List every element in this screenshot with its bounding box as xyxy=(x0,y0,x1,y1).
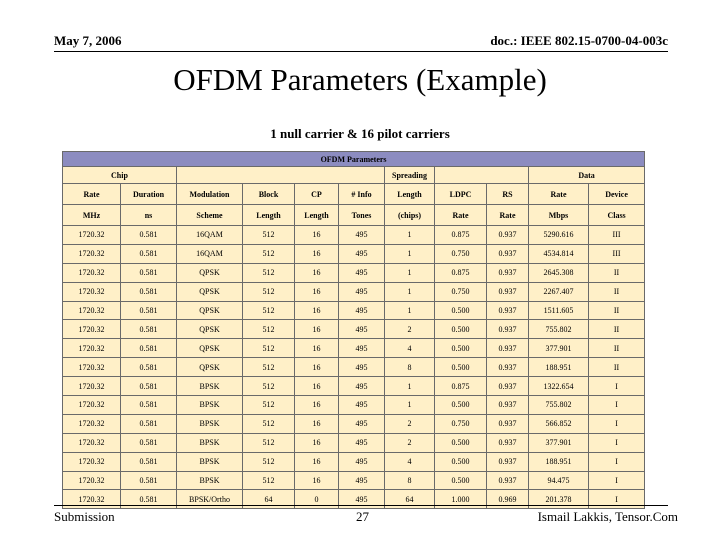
page-title: OFDM Parameters (Example) xyxy=(173,62,547,97)
table-cell: I xyxy=(589,396,645,415)
table-row xyxy=(63,339,645,358)
table-cell: 64 xyxy=(243,490,295,509)
table-cell: QPSK xyxy=(177,282,243,301)
table-cell: 16 xyxy=(295,320,339,339)
table-cell: I xyxy=(589,471,645,490)
table-cell: 0.500 xyxy=(435,433,487,452)
table-cell: 16 xyxy=(295,433,339,452)
table-cell: 0.581 xyxy=(121,301,177,320)
table-cell: 0.581 xyxy=(121,433,177,452)
table-cell: 0.937 xyxy=(487,433,529,452)
table-cell: 495 xyxy=(339,377,385,396)
table-cell: 495 xyxy=(339,490,385,509)
table-cell: 377.901 xyxy=(529,339,589,358)
column-header: Class xyxy=(589,205,645,226)
table-cell: 1720.32 xyxy=(63,358,121,377)
group-header-cell: Chip xyxy=(63,167,177,184)
table-cell: 0.969 xyxy=(487,490,529,509)
table-cell: 512 xyxy=(243,301,295,320)
table-cell: 16 xyxy=(295,358,339,377)
table-cell: 16 xyxy=(295,301,339,320)
table-cell: 755.802 xyxy=(529,396,589,415)
table-cell: 495 xyxy=(339,396,385,415)
table-row xyxy=(63,244,645,263)
column-header: Scheme xyxy=(177,205,243,226)
table-row xyxy=(63,414,645,433)
table-cell: 1720.32 xyxy=(63,396,121,415)
table-cell: 755.802 xyxy=(529,320,589,339)
column-header: Duration xyxy=(121,184,177,205)
table-cell: 512 xyxy=(243,433,295,452)
table-cell: 0.581 xyxy=(121,320,177,339)
table-cell: 512 xyxy=(243,452,295,471)
table-cell: 1720.32 xyxy=(63,471,121,490)
footer-page-number: 27 xyxy=(356,509,369,524)
table-header-row xyxy=(63,184,645,205)
table-cell: 495 xyxy=(339,358,385,377)
table-cell: 0.875 xyxy=(435,377,487,396)
table-cell: I xyxy=(589,414,645,433)
table-cell: 0.581 xyxy=(121,282,177,301)
table-cell: I xyxy=(589,490,645,509)
table-cell: II xyxy=(589,320,645,339)
table-cell: 1720.32 xyxy=(63,414,121,433)
column-header: Rate xyxy=(63,184,121,205)
table-cell: 0.581 xyxy=(121,414,177,433)
table-cell: 16 xyxy=(295,452,339,471)
table-cell: 1720.32 xyxy=(63,377,121,396)
table-cell: QPSK xyxy=(177,301,243,320)
table-cell: III xyxy=(589,244,645,263)
table-cell: 1720.32 xyxy=(63,282,121,301)
table-cell: 495 xyxy=(339,433,385,452)
group-header-cell xyxy=(435,167,529,184)
table-cell: 1720.32 xyxy=(63,339,121,358)
footer-author: Ismail Lakkis, Tensor.Com xyxy=(537,509,678,524)
table-cell: 0.937 xyxy=(487,339,529,358)
table-cell: BPSK xyxy=(177,414,243,433)
table-cell: 512 xyxy=(243,282,295,301)
table-cell: 0.937 xyxy=(487,396,529,415)
table-cell: 16 xyxy=(295,396,339,415)
table-cell: 0.937 xyxy=(487,358,529,377)
table-row xyxy=(63,226,645,245)
column-header: Rate xyxy=(435,205,487,226)
table-cell: II xyxy=(589,339,645,358)
table-cell: 0.581 xyxy=(121,452,177,471)
table-cell: 0.937 xyxy=(487,377,529,396)
table-cell: 0.581 xyxy=(121,244,177,263)
table-body xyxy=(63,152,645,509)
table-row xyxy=(63,377,645,396)
table-cell: 0.581 xyxy=(121,377,177,396)
table-cell: 0.500 xyxy=(435,301,487,320)
table-cell: 512 xyxy=(243,263,295,282)
column-header: Block xyxy=(243,184,295,205)
ofdm-parameters-table-container xyxy=(62,151,644,509)
table-cell: 0.581 xyxy=(121,226,177,245)
table-caption-row xyxy=(63,152,645,167)
table-cell: 0.500 xyxy=(435,471,487,490)
table-cell: 495 xyxy=(339,301,385,320)
table-cell: I xyxy=(589,433,645,452)
table-cell: 0.500 xyxy=(435,339,487,358)
group-header-cell: Spreading xyxy=(385,167,435,184)
table-cell: 0.500 xyxy=(435,358,487,377)
column-header: CP xyxy=(295,184,339,205)
table-cell: 512 xyxy=(243,244,295,263)
table-cell: 2 xyxy=(385,320,435,339)
table-cell: 512 xyxy=(243,414,295,433)
table-cell: 1720.32 xyxy=(63,452,121,471)
table-cell: 1 xyxy=(385,396,435,415)
table-cell: 94.475 xyxy=(529,471,589,490)
table-cell: 16 xyxy=(295,471,339,490)
column-header: RS xyxy=(487,184,529,205)
table-cell: 0.581 xyxy=(121,471,177,490)
table-cell: 1.000 xyxy=(435,490,487,509)
table-cell: 0.500 xyxy=(435,396,487,415)
table-row xyxy=(63,452,645,471)
table-cell: 201.378 xyxy=(529,490,589,509)
column-header: Length xyxy=(385,184,435,205)
table-cell: 0.500 xyxy=(435,320,487,339)
table-row xyxy=(63,471,645,490)
table-row xyxy=(63,320,645,339)
table-cell: I xyxy=(589,452,645,471)
table-cell: 1 xyxy=(385,263,435,282)
table-cell: 8 xyxy=(385,358,435,377)
table-cell: BPSK xyxy=(177,471,243,490)
table-cell: 0.937 xyxy=(487,320,529,339)
table-cell: 0.500 xyxy=(435,452,487,471)
table-row xyxy=(63,263,645,282)
column-header: Mbps xyxy=(529,205,589,226)
table-cell: 64 xyxy=(385,490,435,509)
column-header: MHz xyxy=(63,205,121,226)
table-cell: II xyxy=(589,358,645,377)
table-row xyxy=(63,301,645,320)
table-cell: 1720.32 xyxy=(63,226,121,245)
table-cell: 0.750 xyxy=(435,414,487,433)
footer-divider xyxy=(54,505,668,506)
column-header: Length xyxy=(295,205,339,226)
table-cell: II xyxy=(589,263,645,282)
table-cell: 1720.32 xyxy=(63,433,121,452)
table-cell: 16 xyxy=(295,282,339,301)
table-cell: BPSK/Ortho xyxy=(177,490,243,509)
table-cell: 0.581 xyxy=(121,490,177,509)
table-cell: 0.750 xyxy=(435,244,487,263)
column-header: Rate xyxy=(529,184,589,205)
table-cell: 495 xyxy=(339,452,385,471)
table-cell: 1 xyxy=(385,244,435,263)
table-cell: 495 xyxy=(339,226,385,245)
table-cell: 0.581 xyxy=(121,396,177,415)
table-cell: BPSK xyxy=(177,452,243,471)
table-cell: 16 xyxy=(295,263,339,282)
table-cell: 0.581 xyxy=(121,263,177,282)
table-cell: 512 xyxy=(243,396,295,415)
table-cell: 512 xyxy=(243,377,295,396)
column-header: # Info xyxy=(339,184,385,205)
table-cell: 377.901 xyxy=(529,433,589,452)
table-cell: 2267.407 xyxy=(529,282,589,301)
table-cell: 16QAM xyxy=(177,244,243,263)
table-cell: 0.875 xyxy=(435,226,487,245)
table-cell: BPSK xyxy=(177,396,243,415)
table-cell: 16 xyxy=(295,226,339,245)
column-header: Modulation xyxy=(177,184,243,205)
table-header-row xyxy=(63,205,645,226)
table-cell: 0.750 xyxy=(435,282,487,301)
table-cell: 0 xyxy=(295,490,339,509)
table-caption: OFDM Parameters xyxy=(63,152,645,167)
table-cell: 2645.308 xyxy=(529,263,589,282)
column-header: LDPC xyxy=(435,184,487,205)
table-cell: 1 xyxy=(385,377,435,396)
page-subtitle: 1 null carrier & 16 pilot carriers xyxy=(270,126,450,141)
table-cell: 1720.32 xyxy=(63,244,121,263)
column-header: (chips) xyxy=(385,205,435,226)
table-cell: 1720.32 xyxy=(63,301,121,320)
table-cell: 512 xyxy=(243,339,295,358)
table-cell: 16 xyxy=(295,377,339,396)
table-cell: 512 xyxy=(243,358,295,377)
table-cell: 2 xyxy=(385,433,435,452)
table-cell: 0.937 xyxy=(487,301,529,320)
table-row xyxy=(63,282,645,301)
table-cell: 0.937 xyxy=(487,263,529,282)
table-row xyxy=(63,490,645,509)
table-cell: 4534.814 xyxy=(529,244,589,263)
table-cell: II xyxy=(589,301,645,320)
table-cell: QPSK xyxy=(177,339,243,358)
column-header: ns xyxy=(121,205,177,226)
table-cell: 512 xyxy=(243,320,295,339)
table-row xyxy=(63,358,645,377)
table-cell: QPSK xyxy=(177,263,243,282)
table-cell: III xyxy=(589,226,645,245)
table-cell: 1720.32 xyxy=(63,320,121,339)
table-cell: 2 xyxy=(385,414,435,433)
column-header: Length xyxy=(243,205,295,226)
table-row xyxy=(63,396,645,415)
table-cell: 0.937 xyxy=(487,452,529,471)
table-cell: 495 xyxy=(339,263,385,282)
table-row xyxy=(63,433,645,452)
table-cell: QPSK xyxy=(177,320,243,339)
table-cell: 16 xyxy=(295,339,339,358)
table-cell: 4 xyxy=(385,339,435,358)
table-cell: 495 xyxy=(339,244,385,263)
table-cell: 16QAM xyxy=(177,226,243,245)
table-cell: QPSK xyxy=(177,358,243,377)
table-cell: 0.875 xyxy=(435,263,487,282)
table-cell: 495 xyxy=(339,339,385,358)
table-cell: 16 xyxy=(295,414,339,433)
table-cell: 0.581 xyxy=(121,339,177,358)
column-header: Device xyxy=(589,184,645,205)
table-cell: II xyxy=(589,282,645,301)
table-cell: 0.937 xyxy=(487,226,529,245)
table-cell: 512 xyxy=(243,226,295,245)
ofdm-parameters-table xyxy=(62,151,645,509)
table-cell: 188.951 xyxy=(529,452,589,471)
table-cell: 495 xyxy=(339,414,385,433)
table-cell: 1720.32 xyxy=(63,490,121,509)
header-date: May 7, 2006 xyxy=(54,33,122,48)
table-cell: 0.581 xyxy=(121,358,177,377)
table-cell: 188.951 xyxy=(529,358,589,377)
table-cell: 1511.605 xyxy=(529,301,589,320)
table-cell: 1 xyxy=(385,301,435,320)
table-cell: 8 xyxy=(385,471,435,490)
table-cell: 1322.654 xyxy=(529,377,589,396)
table-cell: 495 xyxy=(339,282,385,301)
table-cell: I xyxy=(589,377,645,396)
table-cell: 0.937 xyxy=(487,414,529,433)
table-cell: 495 xyxy=(339,471,385,490)
table-cell: 512 xyxy=(243,471,295,490)
table-cell: BPSK xyxy=(177,377,243,396)
column-header: Tones xyxy=(339,205,385,226)
table-cell: 4 xyxy=(385,452,435,471)
table-cell: 1 xyxy=(385,282,435,301)
table-cell: 5290.616 xyxy=(529,226,589,245)
column-header: Rate xyxy=(487,205,529,226)
table-cell: BPSK xyxy=(177,433,243,452)
table-cell: 1 xyxy=(385,226,435,245)
table-cell: 1720.32 xyxy=(63,263,121,282)
header-doc-id: doc.: IEEE 802.15-0700-04-003c xyxy=(490,33,668,48)
group-header-cell: Data xyxy=(529,167,645,184)
footer-submission: Submission xyxy=(54,509,115,524)
table-cell: 0.937 xyxy=(487,244,529,263)
header-divider xyxy=(54,51,668,52)
table-cell: 0.937 xyxy=(487,282,529,301)
table-cell: 16 xyxy=(295,244,339,263)
table-cell: 0.937 xyxy=(487,471,529,490)
table-cell: 566.852 xyxy=(529,414,589,433)
table-group-row xyxy=(63,167,645,184)
table-cell: 495 xyxy=(339,320,385,339)
group-header-cell xyxy=(177,167,385,184)
